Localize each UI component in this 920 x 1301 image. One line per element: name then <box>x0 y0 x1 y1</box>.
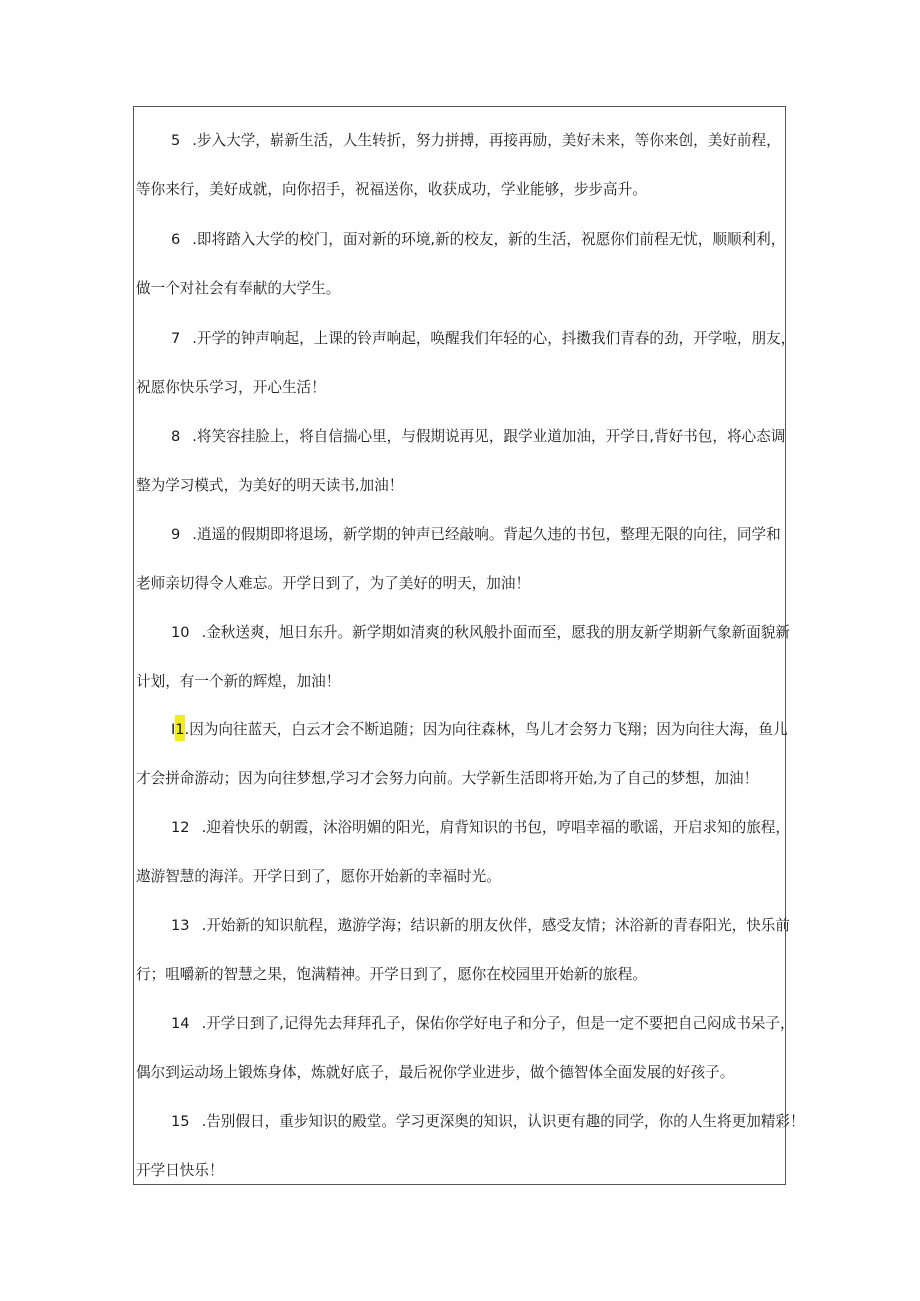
list-item-10 <box>136 608 790 706</box>
item-line-2: 做一个对社会有奉献的大学生。 <box>136 280 341 297</box>
item-line-1 <box>136 116 784 165</box>
item-line-1 <box>136 412 784 461</box>
item-line-2: 遨游智慧的海洋。开学日到了，愿你开始新的幸福时光。 <box>136 868 501 885</box>
item-number: 6 <box>171 231 181 248</box>
item-number: 9 <box>171 526 181 543</box>
item-number: 5 <box>171 132 181 149</box>
list-item-12 <box>136 803 790 901</box>
item-number: 14 <box>171 1015 190 1032</box>
item-line-2: 整为学习模式，为美好的明天读书,加油！ <box>136 477 404 494</box>
item-line-2: 祝愿你快乐学习，开心生活！ <box>136 379 326 396</box>
item-text: 因为向往蓝天，白云才会不断追随；因为向往森林，鸟儿才会努力飞翔；因为向往大海，鱼儿 <box>189 721 788 738</box>
item-text: .迎着快乐的朝霞，沐浴明媚的阳光，肩背知识的书包，哼唱幸福的歌谣，开启求知的旅程， <box>201 819 790 836</box>
item-line-1 <box>136 705 788 754</box>
item-number: 7 <box>171 330 181 347</box>
item-line-1 <box>136 1097 805 1146</box>
content-frame <box>133 106 805 1185</box>
item-line-1 <box>136 510 784 559</box>
item-text: .告别假日，重步知识的殿堂。学习更深奥的知识，认识更有趣的同学，你的人生将更加精彩！ <box>201 1113 805 1130</box>
list-item-9 <box>136 510 784 608</box>
item-number: 8 <box>171 428 181 445</box>
item-line-2: 等你来行，美好成就，向你招手，祝福送你，收获成功，学业能够，步步高升。 <box>136 181 647 198</box>
item-line-2: 才会拼命游动；因为向往梦想,学习才会努力向前。大学新生活即将开始,为了自己的梦想，加油！ <box>136 770 759 787</box>
item-text: .逍遥的假期即将退场，新学期的钟声已经敲响。背起久违的书包，整理无限的向往，同学和 <box>192 526 781 543</box>
item-line-1 <box>136 608 790 657</box>
item-text: .金秋送爽，旭日东升。新学期如清爽的秋风般扑面而至，愿我的朋友新学期新气象新面貌新 <box>201 624 790 641</box>
item-text: .开始新的知识航程，遨游学海；结识新的朋友伙伴，感受友情；沐浴新的青春阳光，快乐前 <box>201 917 790 934</box>
item-text: .开学日到了,记得先去拜拜孔子，保佑你学好电子和分子，但是一定不要把自己闷成书呆子， <box>201 1015 795 1032</box>
item-line-2: 老师亲切得令人难忘。开学日到了，为了美好的明天，加油！ <box>136 575 531 592</box>
item-line-2: 行；咀嚼新的智慧之果，饱满精神。开学日到了，愿你在校园里开始新的旅程。 <box>136 966 647 983</box>
item-number: I1. <box>171 705 189 754</box>
list-item-14 <box>136 999 795 1097</box>
list-item-11 <box>136 705 788 803</box>
item-line-1 <box>136 803 790 852</box>
list-item-15 <box>136 1097 805 1195</box>
list-item-6 <box>136 215 784 313</box>
item-number: 12 <box>171 819 190 836</box>
list-item-7 <box>136 314 796 412</box>
item-line-1 <box>136 314 796 363</box>
item-line-1 <box>136 215 784 264</box>
item-line-2: 计划，有一个新的辉煌，加油！ <box>136 673 341 690</box>
list-item-13 <box>136 901 790 999</box>
item-text: .将笑容挂脸上，将自信揣心里，与假期说再见，跟学业道加油，开学日,背好书包，将心态调 <box>192 428 786 445</box>
item-text: .即将踏入大学的校门，面对新的环境,新的校友，新的生活，祝愿你们前程无忧，顺顺利利， <box>192 231 786 248</box>
item-number: 10 <box>171 624 190 641</box>
item-line-2: 偶尔到运动场上锻炼身体，炼就好底子，最后祝你学业进步，做个德智体全面发展的好孩子。 <box>136 1064 735 1081</box>
item-text: .开学的钟声响起，上课的铃声响起，唤醒我们年轻的心，抖擞我们青春的劲，开学啦，朋友， <box>192 330 796 347</box>
item-number: 13 <box>171 917 190 934</box>
list-item-8 <box>136 412 784 510</box>
item-line-1 <box>136 999 795 1048</box>
list-item-5 <box>136 116 784 214</box>
item-line-1 <box>136 901 790 950</box>
item-text: .步入大学，崭新生活，人生转折，努力拼搏，再接再励，美好未来，等你来创，美好前程， <box>192 132 781 149</box>
item-number: 15 <box>171 1113 190 1130</box>
item-line-2: 开学日快乐！ <box>136 1162 224 1179</box>
